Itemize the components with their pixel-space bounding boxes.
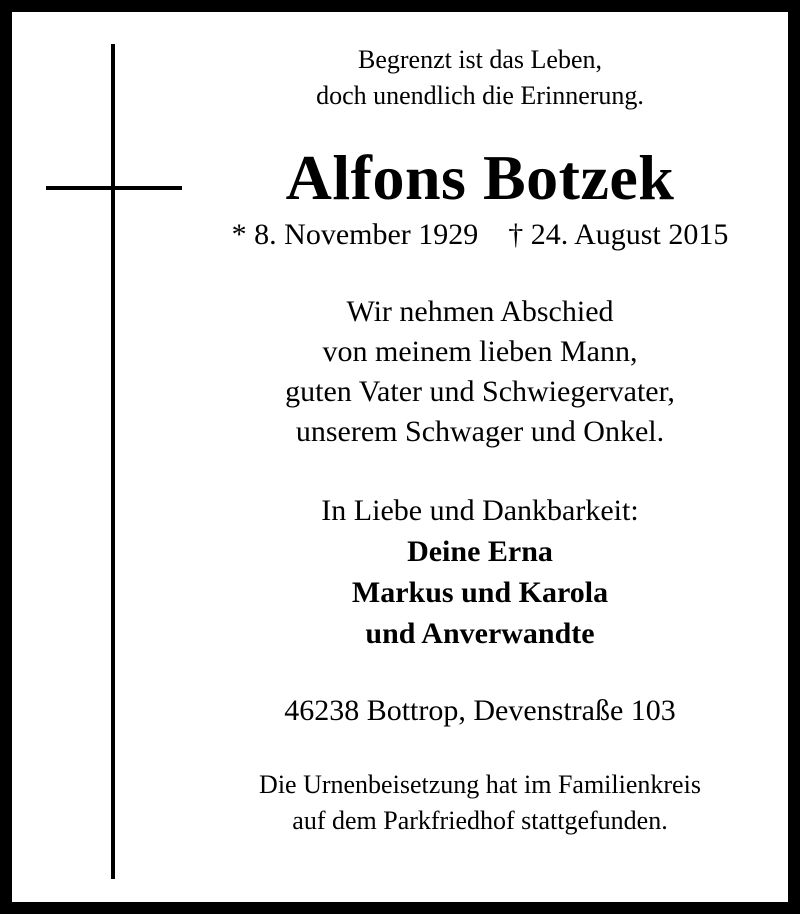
burial-line-2: auf dem Parkfriedhof stattgefunden. xyxy=(292,806,668,835)
message-line-2: von meinem lieben Mann, xyxy=(322,335,638,368)
burial-line-1: Die Urnenbeisetzung hat im Familienkreis xyxy=(259,770,701,799)
notice-content xyxy=(170,42,790,839)
burial-note xyxy=(170,767,790,839)
death-date: † 24. August 2015 xyxy=(508,218,729,251)
birth-date: * 8. November 1929 xyxy=(231,218,479,251)
mourner-name-3: und Anverwandte xyxy=(365,617,595,650)
cross-icon-horizontal-bar xyxy=(46,186,182,190)
mourner-name-2: Markus und Karola xyxy=(351,576,609,609)
life-dates xyxy=(170,216,790,254)
motto-line-2: doch unendlich die Erinnerung. xyxy=(316,81,644,110)
message-line-3: guten Vater und Schwiegervater, xyxy=(285,375,675,408)
mourner-name-1: Deine Erna xyxy=(407,535,553,568)
mourners-intro: In Liebe und Dankbarkeit: xyxy=(321,494,639,527)
deceased-name: Alfons Botzek xyxy=(285,142,675,213)
motto-line-1: Begrenzt ist das Leben, xyxy=(357,45,603,74)
motto xyxy=(170,42,790,114)
mourners-names xyxy=(170,531,790,654)
cross-icon-vertical-bar xyxy=(111,44,115,879)
message-line-1: Wir nehmen Abschied xyxy=(346,295,614,328)
farewell-message xyxy=(170,292,790,452)
family-address: 46238 Bottrop, Devenstraße 103 xyxy=(284,694,676,727)
message-line-4: unserem Schwager und Onkel. xyxy=(295,415,665,448)
